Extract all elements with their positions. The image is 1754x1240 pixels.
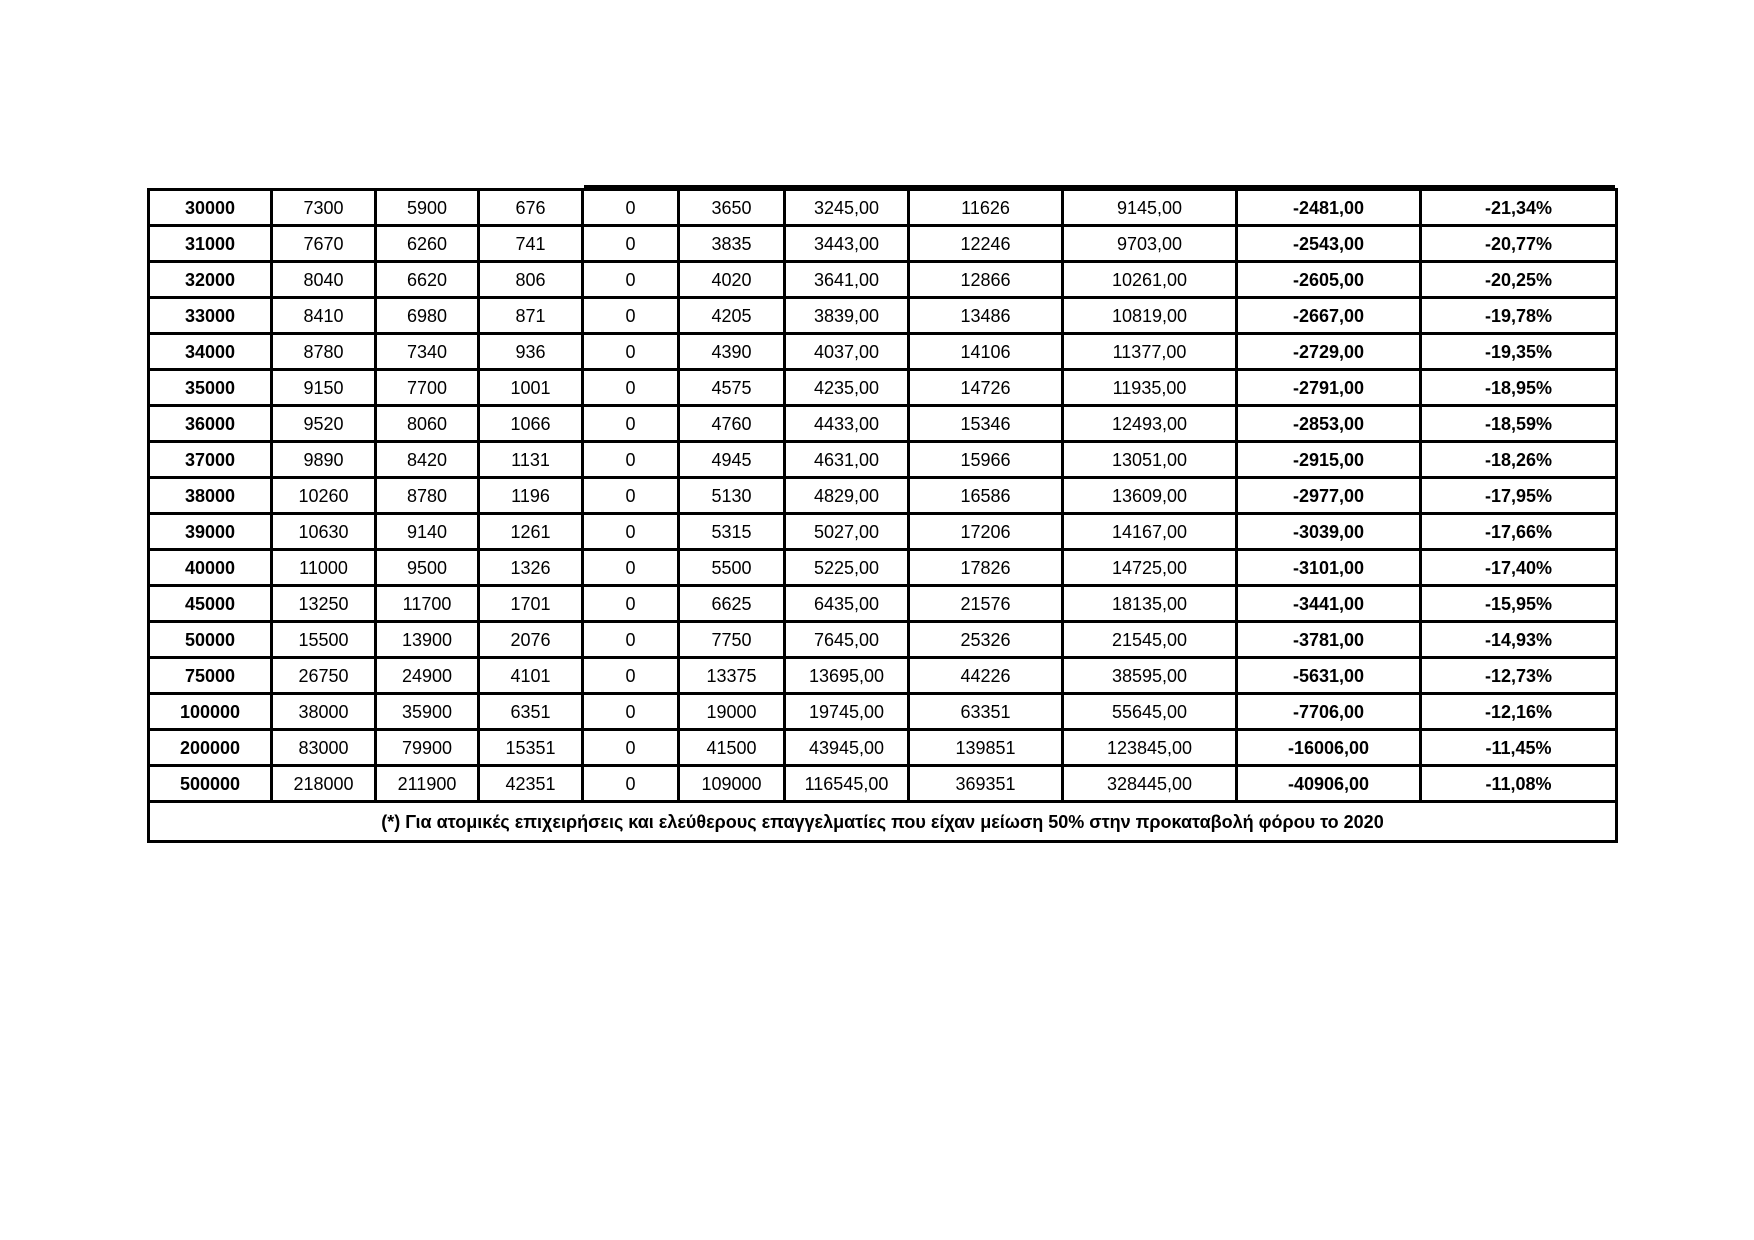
cell-difference: -3441,00: [1237, 586, 1421, 622]
cell-income: 35000: [149, 370, 272, 406]
cell-difference: -5631,00: [1237, 658, 1421, 694]
table-row: [149, 586, 1617, 622]
cell-col-5: 0: [583, 514, 679, 550]
cell-col-5: 0: [583, 226, 679, 262]
cell-percent-change: -17,40%: [1421, 550, 1617, 586]
cell-col-3: 8420: [376, 442, 479, 478]
cell-col-9: 123845,00: [1063, 730, 1237, 766]
cell-difference: -2977,00: [1237, 478, 1421, 514]
cell-col-4: 1001: [479, 370, 583, 406]
cell-col-9: 9703,00: [1063, 226, 1237, 262]
cell-percent-change: -12,73%: [1421, 658, 1617, 694]
cell-income: 50000: [149, 622, 272, 658]
cell-difference: -2605,00: [1237, 262, 1421, 298]
cell-col-4: 15351: [479, 730, 583, 766]
cell-income: 30000: [149, 190, 272, 226]
cell-col-3: 211900: [376, 766, 479, 802]
cell-col-2: 9150: [272, 370, 376, 406]
cell-col-2: 7670: [272, 226, 376, 262]
cell-col-4: 871: [479, 298, 583, 334]
cell-col-4: 1261: [479, 514, 583, 550]
table-row: [149, 262, 1617, 298]
cell-percent-change: -17,95%: [1421, 478, 1617, 514]
cell-col-7: 13695,00: [785, 658, 909, 694]
cell-col-3: 6980: [376, 298, 479, 334]
cell-col-7: 6435,00: [785, 586, 909, 622]
cell-col-6: 5500: [679, 550, 785, 586]
cell-col-7: 5225,00: [785, 550, 909, 586]
cell-col-8: 15966: [909, 442, 1063, 478]
cell-col-3: 6260: [376, 226, 479, 262]
cell-col-9: 14725,00: [1063, 550, 1237, 586]
cell-difference: -2791,00: [1237, 370, 1421, 406]
cell-col-4: 1066: [479, 406, 583, 442]
cell-income: 39000: [149, 514, 272, 550]
cell-difference: -3781,00: [1237, 622, 1421, 658]
table-top-border: [584, 185, 1615, 188]
cell-percent-change: -18,26%: [1421, 442, 1617, 478]
cell-col-2: 15500: [272, 622, 376, 658]
cell-col-7: 3839,00: [785, 298, 909, 334]
cell-income: 38000: [149, 478, 272, 514]
cell-income: 36000: [149, 406, 272, 442]
cell-percent-change: -14,93%: [1421, 622, 1617, 658]
table-row: [149, 190, 1617, 226]
cell-col-6: 4020: [679, 262, 785, 298]
cell-difference: -2729,00: [1237, 334, 1421, 370]
cell-col-8: 139851: [909, 730, 1063, 766]
cell-col-2: 9890: [272, 442, 376, 478]
cell-col-5: 0: [583, 730, 679, 766]
cell-col-5: 0: [583, 586, 679, 622]
cell-col-7: 116545,00: [785, 766, 909, 802]
cell-col-6: 4390: [679, 334, 785, 370]
cell-income: 40000: [149, 550, 272, 586]
cell-col-6: 4760: [679, 406, 785, 442]
cell-col-6: 3650: [679, 190, 785, 226]
cell-col-8: 14106: [909, 334, 1063, 370]
cell-col-7: 3641,00: [785, 262, 909, 298]
cell-percent-change: -20,25%: [1421, 262, 1617, 298]
cell-col-6: 3835: [679, 226, 785, 262]
cell-income: 200000: [149, 730, 272, 766]
cell-col-4: 6351: [479, 694, 583, 730]
table-row: [149, 514, 1617, 550]
cell-col-8: 44226: [909, 658, 1063, 694]
cell-col-3: 35900: [376, 694, 479, 730]
cell-col-7: 4235,00: [785, 370, 909, 406]
cell-col-3: 8060: [376, 406, 479, 442]
cell-income: 31000: [149, 226, 272, 262]
cell-col-9: 328445,00: [1063, 766, 1237, 802]
cell-col-5: 0: [583, 694, 679, 730]
cell-col-8: 17206: [909, 514, 1063, 550]
cell-income: 100000: [149, 694, 272, 730]
cell-percent-change: -11,45%: [1421, 730, 1617, 766]
cell-col-4: 4101: [479, 658, 583, 694]
cell-percent-change: -21,34%: [1421, 190, 1617, 226]
tax-table-container: [147, 188, 1615, 843]
cell-percent-change: -11,08%: [1421, 766, 1617, 802]
cell-col-2: 218000: [272, 766, 376, 802]
cell-col-7: 4829,00: [785, 478, 909, 514]
table-row: [149, 406, 1617, 442]
cell-col-5: 0: [583, 622, 679, 658]
table-row: [149, 334, 1617, 370]
cell-income: 75000: [149, 658, 272, 694]
cell-col-7: 19745,00: [785, 694, 909, 730]
cell-income: 32000: [149, 262, 272, 298]
cell-col-9: 55645,00: [1063, 694, 1237, 730]
table-row: [149, 550, 1617, 586]
table-row: [149, 370, 1617, 406]
cell-difference: -2481,00: [1237, 190, 1421, 226]
cell-col-6: 13375: [679, 658, 785, 694]
table-row: [149, 226, 1617, 262]
cell-difference: -7706,00: [1237, 694, 1421, 730]
cell-col-7: 3245,00: [785, 190, 909, 226]
cell-col-5: 0: [583, 298, 679, 334]
table-row: [149, 298, 1617, 334]
cell-col-9: 9145,00: [1063, 190, 1237, 226]
cell-col-3: 5900: [376, 190, 479, 226]
cell-col-2: 38000: [272, 694, 376, 730]
cell-col-6: 6625: [679, 586, 785, 622]
cell-col-6: 4945: [679, 442, 785, 478]
cell-income: 500000: [149, 766, 272, 802]
cell-percent-change: -19,78%: [1421, 298, 1617, 334]
cell-col-4: 2076: [479, 622, 583, 658]
table-body: [149, 190, 1617, 802]
cell-col-9: 18135,00: [1063, 586, 1237, 622]
cell-col-6: 41500: [679, 730, 785, 766]
table-row: [149, 730, 1617, 766]
cell-col-8: 21576: [909, 586, 1063, 622]
cell-col-4: 1326: [479, 550, 583, 586]
cell-income: 37000: [149, 442, 272, 478]
cell-col-8: 14726: [909, 370, 1063, 406]
table-row: [149, 442, 1617, 478]
cell-col-9: 21545,00: [1063, 622, 1237, 658]
cell-col-7: 5027,00: [785, 514, 909, 550]
cell-col-6: 109000: [679, 766, 785, 802]
cell-col-5: 0: [583, 262, 679, 298]
cell-income: 34000: [149, 334, 272, 370]
cell-col-2: 8410: [272, 298, 376, 334]
cell-col-4: 806: [479, 262, 583, 298]
cell-col-9: 11377,00: [1063, 334, 1237, 370]
cell-col-3: 9500: [376, 550, 479, 586]
cell-col-2: 8040: [272, 262, 376, 298]
cell-col-2: 11000: [272, 550, 376, 586]
cell-col-3: 11700: [376, 586, 479, 622]
cell-col-2: 10260: [272, 478, 376, 514]
cell-col-5: 0: [583, 550, 679, 586]
cell-col-8: 12246: [909, 226, 1063, 262]
cell-income: 45000: [149, 586, 272, 622]
cell-col-8: 12866: [909, 262, 1063, 298]
cell-col-3: 7340: [376, 334, 479, 370]
cell-col-3: 24900: [376, 658, 479, 694]
cell-col-6: 5315: [679, 514, 785, 550]
cell-difference: -3039,00: [1237, 514, 1421, 550]
cell-percent-change: -20,77%: [1421, 226, 1617, 262]
cell-col-9: 13609,00: [1063, 478, 1237, 514]
cell-col-2: 9520: [272, 406, 376, 442]
cell-col-7: 43945,00: [785, 730, 909, 766]
table-row: [149, 766, 1617, 802]
cell-col-3: 6620: [376, 262, 479, 298]
cell-difference: -16006,00: [1237, 730, 1421, 766]
cell-percent-change: -17,66%: [1421, 514, 1617, 550]
cell-col-3: 8780: [376, 478, 479, 514]
cell-col-4: 741: [479, 226, 583, 262]
cell-col-6: 4205: [679, 298, 785, 334]
cell-col-3: 7700: [376, 370, 479, 406]
cell-difference: -2915,00: [1237, 442, 1421, 478]
cell-difference: -40906,00: [1237, 766, 1421, 802]
cell-col-8: 13486: [909, 298, 1063, 334]
cell-col-4: 1701: [479, 586, 583, 622]
cell-col-8: 11626: [909, 190, 1063, 226]
cell-col-8: 16586: [909, 478, 1063, 514]
cell-col-6: 19000: [679, 694, 785, 730]
cell-col-9: 12493,00: [1063, 406, 1237, 442]
cell-col-2: 13250: [272, 586, 376, 622]
footnote: (*) Για ατομικές επιχειρήσεις και ελεύθερους επαγγελματίες που είχαν μείωση 50% στην προκαταβολή φόρου το 2020: [149, 802, 1617, 842]
cell-col-8: 15346: [909, 406, 1063, 442]
cell-income: 33000: [149, 298, 272, 334]
cell-col-6: 4575: [679, 370, 785, 406]
cell-difference: -2667,00: [1237, 298, 1421, 334]
table-row: [149, 694, 1617, 730]
table-row: [149, 478, 1617, 514]
cell-percent-change: -12,16%: [1421, 694, 1617, 730]
cell-col-2: 10630: [272, 514, 376, 550]
cell-col-3: 9140: [376, 514, 479, 550]
cell-col-5: 0: [583, 766, 679, 802]
cell-col-4: 1196: [479, 478, 583, 514]
cell-col-9: 10261,00: [1063, 262, 1237, 298]
footnote-row: [149, 802, 1617, 842]
cell-col-5: 0: [583, 190, 679, 226]
cell-col-4: 676: [479, 190, 583, 226]
cell-col-4: 42351: [479, 766, 583, 802]
cell-percent-change: -18,95%: [1421, 370, 1617, 406]
cell-col-4: 1131: [479, 442, 583, 478]
cell-col-9: 38595,00: [1063, 658, 1237, 694]
cell-percent-change: -15,95%: [1421, 586, 1617, 622]
cell-col-5: 0: [583, 370, 679, 406]
cell-col-2: 7300: [272, 190, 376, 226]
cell-col-7: 4433,00: [785, 406, 909, 442]
cell-col-9: 13051,00: [1063, 442, 1237, 478]
cell-col-6: 7750: [679, 622, 785, 658]
cell-col-2: 8780: [272, 334, 376, 370]
cell-col-9: 10819,00: [1063, 298, 1237, 334]
cell-col-8: 17826: [909, 550, 1063, 586]
cell-col-7: 4631,00: [785, 442, 909, 478]
cell-difference: -2853,00: [1237, 406, 1421, 442]
cell-col-4: 936: [479, 334, 583, 370]
cell-percent-change: -19,35%: [1421, 334, 1617, 370]
cell-col-5: 0: [583, 406, 679, 442]
cell-col-9: 11935,00: [1063, 370, 1237, 406]
cell-col-8: 369351: [909, 766, 1063, 802]
cell-col-5: 0: [583, 658, 679, 694]
cell-col-8: 25326: [909, 622, 1063, 658]
cell-col-6: 5130: [679, 478, 785, 514]
cell-percent-change: -18,59%: [1421, 406, 1617, 442]
cell-col-2: 83000: [272, 730, 376, 766]
cell-col-9: 14167,00: [1063, 514, 1237, 550]
cell-col-2: 26750: [272, 658, 376, 694]
cell-col-5: 0: [583, 478, 679, 514]
cell-col-7: 7645,00: [785, 622, 909, 658]
cell-difference: -3101,00: [1237, 550, 1421, 586]
table-row: [149, 658, 1617, 694]
cell-col-5: 0: [583, 334, 679, 370]
cell-col-7: 4037,00: [785, 334, 909, 370]
cell-col-3: 13900: [376, 622, 479, 658]
cell-col-7: 3443,00: [785, 226, 909, 262]
cell-col-5: 0: [583, 442, 679, 478]
table-row: [149, 622, 1617, 658]
cell-difference: -2543,00: [1237, 226, 1421, 262]
tax-comparison-table: [147, 188, 1618, 843]
cell-col-3: 79900: [376, 730, 479, 766]
cell-col-8: 63351: [909, 694, 1063, 730]
